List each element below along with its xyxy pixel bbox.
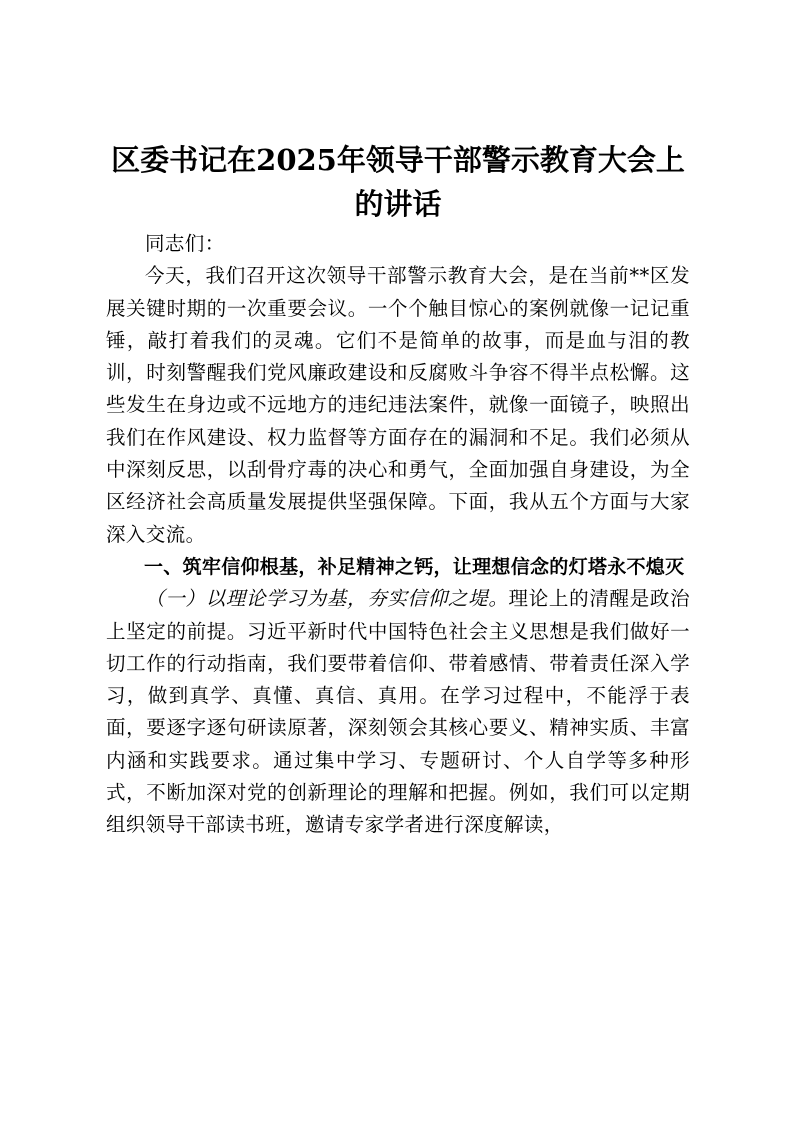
greeting: 同志们： [145, 232, 225, 255]
document-body [106, 138, 690, 842]
subsection-heading-1: （一）以理论学习为基，夯实信仰之堤。 [145, 587, 509, 611]
section-heading-1: 一、筑牢信仰根基，补足精神之钙，让理想信念的灯塔永不熄灭 [144, 555, 685, 578]
document-title [106, 138, 690, 226]
title-line-2: 的讲话 [354, 187, 442, 221]
subsection-paragraph-1 [106, 583, 690, 841]
subsection-body-1: 理论上的清醒是政治上坚定的前提。习近平新时代中国特色社会主义思想是我们做好一切工作的行动指南，我们要带着信仰、带着感情、带着责任深入学习，做到真学、真懂、真信、真用。在学习过程中，不能浮于表面，要逐字逐句研读原著，深刻领会其核心要义、精神实质、丰富内涵和实践要求。通过集中学习、专题研讨、个人自学等多种形式，不断加深对党的创新理论的理解和把握。例如，我们可以定期组织领导干部读书班，邀请专家学者进行深度解读， [106, 587, 690, 837]
intro-paragraph: 今天，我们召开这次领导干部警示教育大会，是在当前**区发展关键时期的一次重要会议。一个个触目惊心的案例就像一记记重锤，敲打着我们的灵魂。它们不是简单的故事，而是血与泪的教训，时刻警醒我们党风廉政建设和反腐败斗争容不得半点松懈。这些发生在身边或不远地方的违纪违法案件，就像一面镜子，映照出我们在作风建设、权力监督等方面存在的漏洞和不足。我们必须从中深刻反思，以刮骨疗毒的决心和勇气，全面加强自身建设，为全区经济社会高质量发展提供坚强保障。下面，我从五个方面与大家深入交流。 [106, 264, 690, 546]
title-line-1: 区委书记在2025年领导干部警示教育大会上 [111, 143, 685, 177]
